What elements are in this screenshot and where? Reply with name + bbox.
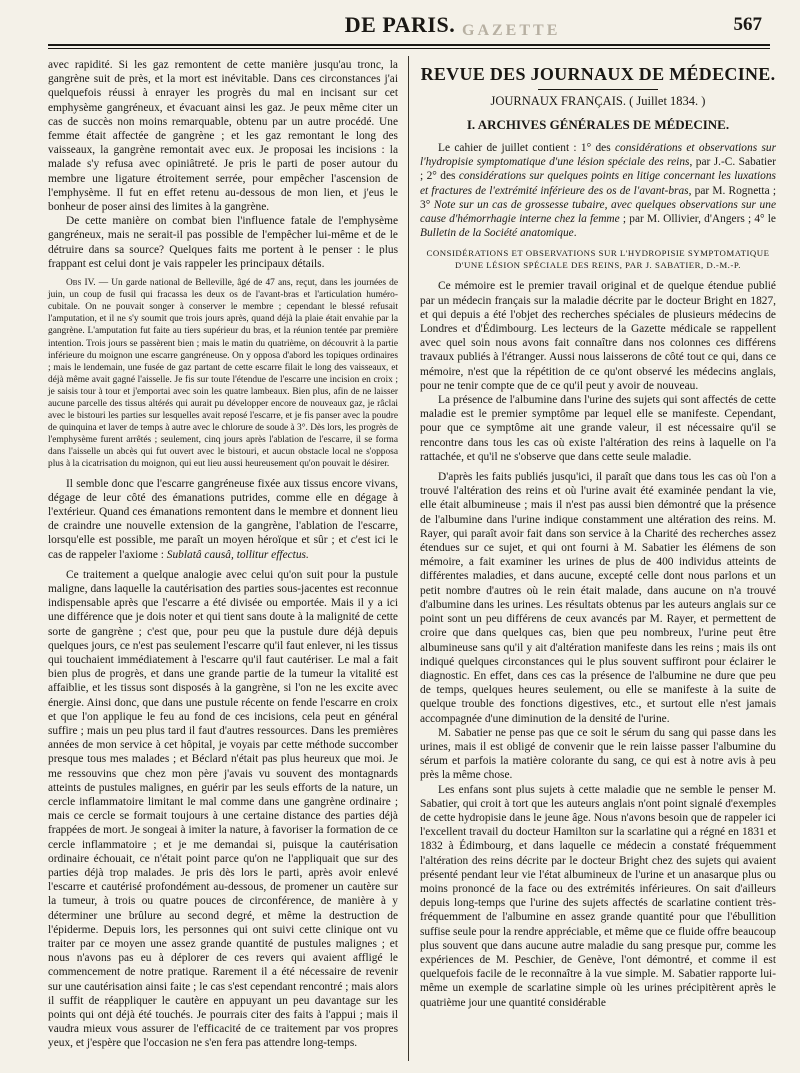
observation-label: Obs IV. [66,278,96,289]
paragraph: Les enfans sont plus sujets à cette maladie que ne semble le penser M. Sabatier, qui croit à tort que les auteurs anglais n'ont point signalé d'exemples de cette hydropisie dans le jeune âge. Nous n'avons besoin que de rappeler ici l'excellent travail du docteur Hamilton sur la scarlatine qui a régné en 1831 et 1832 à Édimbourg, et dans laquelle ce médecin a constaté fréquemment l'altération des reins décrite par le docteur Bright chez des sujets qui avaient présenté pendant leur vie l'état albumineux de l'urine et un anasarque plus ou moins prononcé de la face ou des extrémités inférieures. On sait d'ailleurs depuis long-temps que l'urine des sujets affectés de scarlatine contient très-fréquemment de l'albumine en assez grande quantité pour que l'ébullition suffise seule pour la rendre appréciable, et même que ce fluide offre beaucoup plus souvent que dans aucune autre maladie du sang presque pur, comme les expériences de M. Peschier, de Genève, l'ont démontré, et comme il est quelquefois facile de le reconnaître à la vue simple. M. Sabatier rapporte lui-même un exemple de scarlatine simple où les urines précipitèrent après le quatrième jour une quantité considérable [420,783,777,1009]
paragraph [48,477,398,562]
intro-text: ; par M. Ollivier, d'Angers ; 4° le [619,213,776,226]
paragraph: avec rapidité. Si les gaz remontent de cette manière jusqu'au tronc, la gangrène suit de près, et la mort est inévitable. Dans ces circonstances j'ai quelquefois réussi à enrayer les progrès du mal en incisant sur cet emphysème gangréneux, et évacuant ainsi les gaz. Je peux même citer un cas de succès non moins remarquable, obtenu par un autre procédé. Une femme était affectée de gangrène ; et les gaz remontant le long des vaisseaux, la gangrène remontait avec eux. Je proposai les incisions : la malade s'y refusa avec opiniâtreté. Je pris le parti de poser autour du membre une ligature étroitement serrée, pour empêcher l'ascension de l'emphysème. Il fut en effet retenu au-dessous de mon lien, et j'eus le bonheur de poser ainsi des limites à la gangrène. [48,59,398,214]
left-column [48,58,398,1051]
page-title: DE PARIS. [344,12,456,37]
page-header [0,0,800,50]
paragraph: La présence de l'albumine dans l'urine des sujets qui sont affectés de cette maladie est le premier symptôme par lequel elle se manifeste. Cependant, pour que ce symptôme ait une grande valeur, il est nécessaire qu'il se rencontre dans tous les cas où existe l'altération des reins à laquelle on l'a rattachée, et qu'il ne s'observe que dans cette seule maladie. [420,394,776,463]
observation-paragraph [48,277,398,471]
intro-text: Le cahier de juillet contient : 1° des [438,142,615,154]
intro-italic: Bulletin de la Société anatomique [420,227,574,240]
article-heading: CONSIDÉRATIONS ET OBSERVATIONS SUR L'HYDROPISIE SYMPTOMATIQUE D'UNE LÉSION SPÉCIALE DES REINS, PAR J. SABATIER, D.-M.-P. [426,248,770,270]
bleed-through-text: GAZETTE [462,22,561,39]
intro-text: , par J.-C. Sabatier ; 2° des [420,156,776,183]
journal-title: I. ARCHIVES GÉNÉRALES DE MÉDECINE. [466,117,730,132]
section-title: REVUE DES JOURNAUX DE MÉDECINE. [420,64,776,84]
paragraph: M. Sabatier ne pense pas que ce soit le sérum du sang qui passe dans les urines, mais il est obligé de convenir que le rein laisse passer l'albumine du sérum et parfois la matière colorante du sang, ce qui est à notre avis à peu près la même chose. [420,726,776,782]
page-number: 567 [733,14,762,35]
intro-paragraph [420,141,776,240]
section-rule [538,89,658,90]
right-column [420,58,776,1010]
intro-italic: considérations et observations sur l'hydropisie symptomatique d'une lésion spéciale des reins [420,142,777,169]
axiom: Sublatâ causâ, tollitur effectus. [166,548,309,561]
header-rule [48,44,770,46]
intro-italic: Note sur un cas de grossesse tubaire, avec quelques observations sur une cause d'hémorrhagie interne chez la femme [420,198,776,226]
paragraph: D'après les faits publiés jusqu'ici, il paraît que dans tous les cas où l'on a trouvé l'altération des reins et où l'urine avait été examinée pendant la vie, elle était albumineuse ; mais il n'est pas aussi bien démontré que la présence de l'albumine dans l'urine indique constamment une altération des reins. M. Rayer, qui paraît avoir fait dans son service à la Charité des recherches assez étendues sur ce sujet, et qui ont fourni à M. Sabatier les élémens de son mémoire, a fait examiner les urines de plus de 400 individus atteints de différentes maladies, et dans aucune, excepté celle dont nous parlons et un petit nombre d'autres où le rein était malade, dans aucune on n'a trouvé d'albumine dans les urines. Les résultats obtenus par les auteurs anglais sur ce point sont un peu différens de ceux avancés par M. Rayer, et permettent de croire que dans quelques cas, bien que peu nombreux, l'urine peut être albumineuse sans qu'il y ait d'altération manifeste dans les reins ; mais ils ont indiqué quelques circonstances qui le plus souvent suffiront pour éclairer le diagnostic. En effet, dans ces cas la présence de l'albumine ne dure que peu de temps, quelques heures seulement, ou elle se manifeste à la suite de quelque trouble des fonctions digestives, etc., et surtout elle n'est jamais accompagnée d'une diminution de la densité de l'urine. [420,471,776,725]
intro-text: . [573,227,577,240]
paragraph-text: Il semble donc que l'escarre gangréneuse fixée aux tissus encore vivans, dégage de leur côté des émanations putrides, comme elle en dégage à l'extérieur. Quand ces émanations remontent dans le membre et donnent lieu de craindre une nouvelle extension de la gangrène, l'ablation de l'escarre, lorsqu'elle est possible, me paraît un moyen héroïque et sûr ; et c'est ici le cas de rappeler l'axiome : [48,477,398,561]
header-rule-thin [48,48,770,49]
paragraph: De cette manière on combat bien l'influence fatale de l'emphysème gangréneux, mais ne serait-il pas possible de l'empêcher lui-même et de le détruire dans sa source? Quelques faits me portent à le penser : le plus frappant est celui dont je vais rappeler les principaux détails. [48,215,398,270]
intro-text: , par M. Rognetta ; 3° [420,184,776,211]
section-subtitle: JOURNAUX FRANÇAIS. ( Juillet 1834. ) [490,94,706,108]
column-divider [408,56,409,1061]
intro-italic: considérations sur quelques points en litige concernant les luxations et fractures de l'extrémité inférieure des os de l'avant-bras [420,170,776,197]
observation-text: — Un garde national de Belleville, âgé de 47 ans, reçut, dans les journées de juin, un coup de fusil qui fracassa les deux os de l'avant-bras et l'articulation huméro-cubitale. On ne pouvait songer à conserver le membre ; cependant le blessé refusait l'amputation, et il ne s'y soumit que trois jours après, quand déjà la plaie était envahie par la gangrène. L'amputation fut faite au tiers supérieur du bras, et la réunion tentée par première intention. Trois jours se passèrent bien ; mais le matin du quatrième, on découvrit à la partie inférieure du moignon une escarre gangréneuse. On y opposa d'abord les topiques ordinaires ; mais le lendemain, une fusée de gaz partant de cette escarre filait le long des vaisseaux, et déjà même avait gagné l'aisselle. Je fis sur toute l'étendue de l'escarre une incision en croix ; je saisis tour à tour et j'emportai avec soin les quatre lambeaux. Bien plus, afin de ne laisser aucune parcelle des tissus altérés qui aurait pu développer encore de nouveaux gaz, je râclai avec le bistouri les parties sur lesquelles avait reposé l'escarre, et je fis panser avec la poudre de quinquina et laver de temps à autre avec le chlorure de soude à 3°. Dès lors, les progrès de l'emphysème furent arrêtés ; seulement, cinq jours après l'ablation de l'escarre, il se forma dans l'aisselle un abcès qui fut ouvert avec le bistouri, et aucun obstacle local ne s'opposa plus à la cicatrisation du moignon, qui eut lieu aussi heureusement qu'on pouvait le désirer. [48,278,399,470]
paragraph: Ce mémoire est le premier travail original et de quelque étendue publié par un médecin français sur la maladie décrite par le docteur Bright en 1827, et qui depuis a été l'objet des recherches spéciales de plusieurs médecins de Londres et d'Édimbourg. Les lecteurs de la Gazette médicale se rappellent avec quel soin nous avons fait connaître dans nos colonnes ces différens travaux publiés à l'étranger. Aussi nous laisserons de côté tout ce qui, dans ce mémoire, n'est que la répétition de ce qu'ont observé les médecins anglais, pour ne tenir compte que de ce qu'il peut y avoir de nouveau. [420,280,776,392]
paragraph: Ce traitement a quelque analogie avec celui qu'on suit pour la pustule maligne, dans laquelle la cautérisation des parties sous-jacentes est reconnue indispensable après que l'escarre a été divisée ou emportée. Mais il y a ici une différence que je dois noter et qui tient sans doute à la malignité de cette sorte de gangrène ; c'est que, pour peu que la pustule dure déjà depuis quelques jours, ce n'est pas seulement l'escarre qu'il faut enlever, ni les tissus qui touchaient immédiatement à l'escarre qu'il faut cautériser. Le mal a fait bien plus de progrès, et dans une grande partie de la tumeur la vitalité est affaiblie, et les tissus sont disposés à la gangrène, si l'on ne les excite avec énergie. Ainsi donc, que dans une pustule récente on fende l'escarre en croix et que l'on applique le feu au fond de ces incisions, cela peut en général suffire ; mais un peu plus tard il faut d'autres ressources. Dans les premières années de mon service à cet hôpital, je voyais par cette méthode succomber presque tous mes malades ; et Béclard n'était pas plus heureux que moi. Je me ressouvins que chez mon père j'avais vu souvent des montagnards atteints de pustules malignes, en guérir par les seuls efforts de la nature, un cercle inflammatoire limitant le mal comme dans une gangrène ordinaire ; mais ce cercle se formait toujours à une certaine distance des parties déjà frappées de mort. Je songeai à imiter la nature, à favoriser la formation de ce cercle inflammatoire ; et je me demandai si, puisque la cautérisation ordinaire échouait, ce n'était point parce qu'on ne l'appliquait que sur des parties déjà trop malades. Je pris dès lors le parti, après avoir enlevé l'escarre et cautérisé profondément au-dessous, de promener un cautère sur la tumeur, à trois ou quatre pouces de circonférence, de manière à y déterminer une brûlure au second degré, et même la destruction de l'épiderme. Depuis lors, les personnes qui ont suivi cette clinique ont vu traiter par ce moyen une assez grande quantité de pustules malignes ; et nous n'avons pas eu à déplorer de ces revers qui avaient affligé le commencement de notre pratique. Rarement il a été nécessaire de revenir sur une cautérisation ainsi faite ; le cas s'est cependant rencontré ; mais alors il suffit de réappliquer le cautère en appuyant un peu davantage sur les points qui ont déjà été touchés. Je pourrais citer des faits à l'appui ; mais il vaudra mieux vous assurer de l'efficacité de ce traitement par vos propres yeux, et j'espère que l'occasion ne s'en fera pas attendre long-temps. [48,568,398,1050]
